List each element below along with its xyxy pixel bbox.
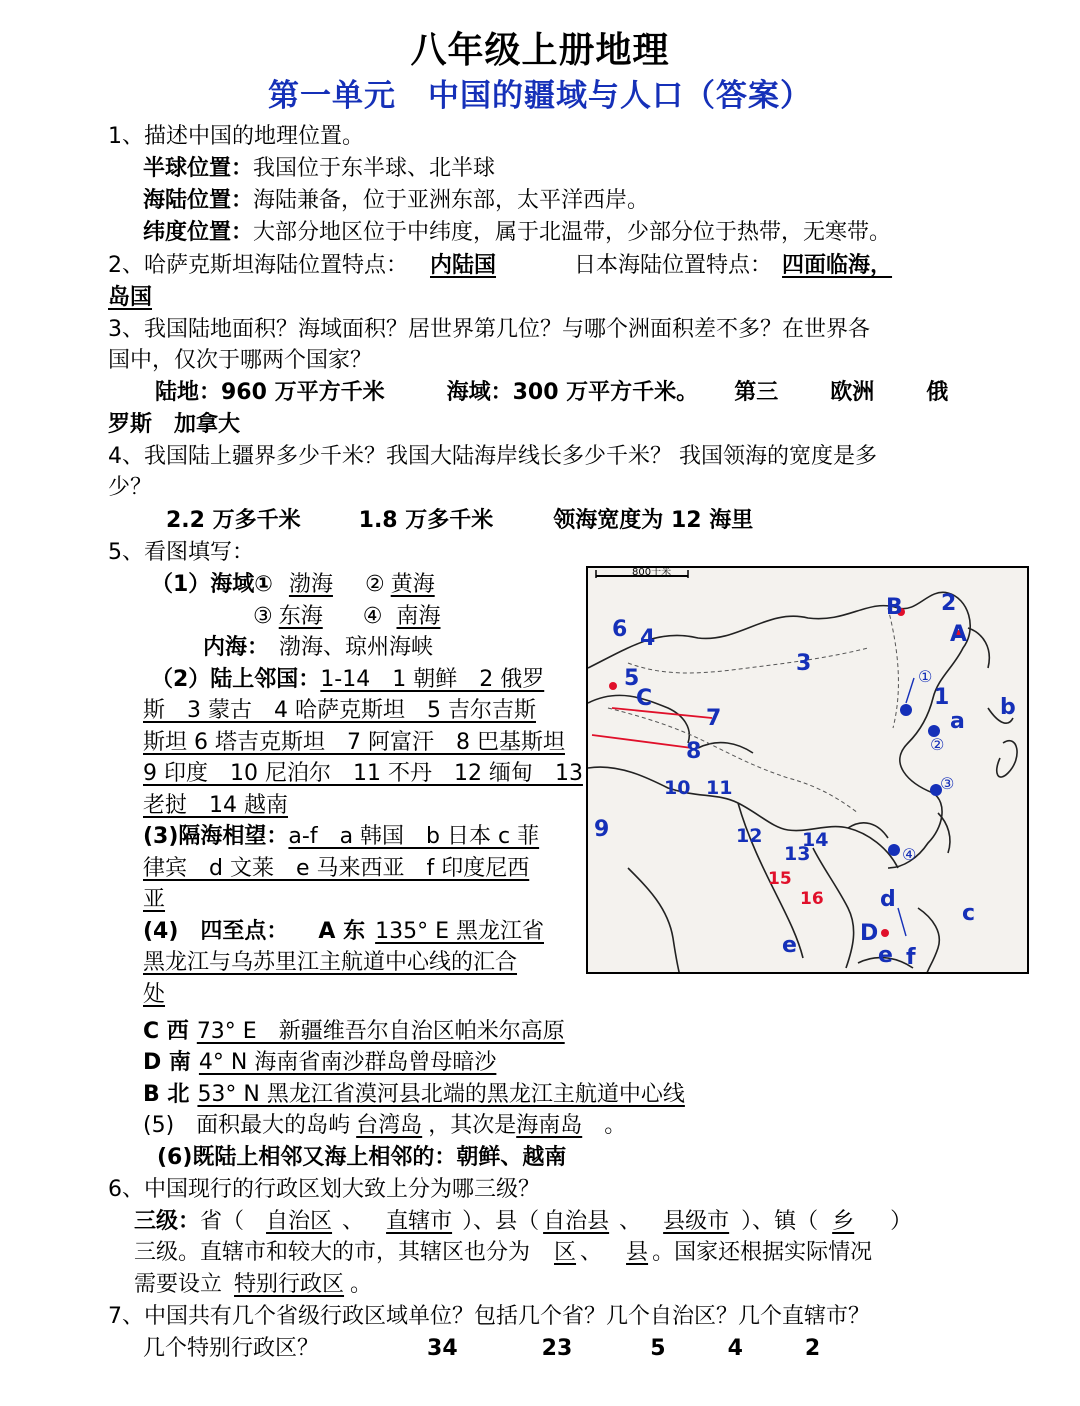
map-label-B: B: [886, 595, 903, 620]
q4-ans3: 领海宽度为 12 海里: [553, 508, 754, 533]
q1-latitude-label: 纬度位置：: [143, 220, 254, 245]
q5-west-row: [143, 1017, 1003, 1047]
q6-part10: ）: [890, 1209, 913, 1234]
q5-p4-label: (4) 四至点：: [143, 918, 289, 944]
q6-ans-municipality: 直辖市: [386, 1209, 453, 1234]
q5-south-row: [143, 1048, 1003, 1078]
q5-sea3: 东海: [278, 603, 323, 629]
q6-question: 6、中国现行的行政区划大致上分为哪三级？: [108, 1177, 540, 1202]
page-subtitle: 第一单元 中国的疆域与人口（答案）: [268, 78, 812, 114]
q5-p5-row: [143, 1111, 1003, 1141]
q5-inland: 渤海、琼州海峡: [279, 635, 434, 660]
q5-inland-label: 内海：: [203, 635, 270, 660]
arrow-1: [906, 678, 914, 703]
china-neighbors-map: [586, 566, 1029, 974]
q5-sea4: 南海: [396, 603, 441, 629]
q5-p5-ans1: 台湾岛: [356, 1113, 423, 1138]
arrow-7: [612, 708, 712, 718]
q6-line3-b: 。: [350, 1272, 373, 1297]
q6-ans-autonomous-region: 自治区: [266, 1209, 333, 1234]
q5-p4-row1: [143, 916, 573, 948]
map-label-14: 14: [802, 829, 829, 851]
q5-west-label: C 西: [143, 1019, 189, 1044]
q5-west: 73° E 新疆维吾尔自治区帕米尔高原: [196, 1019, 565, 1044]
q5-p3-line1: 律宾 d 文莱 e 马来西亚 f 印度尼西: [143, 855, 530, 881]
map-label-15: 15: [768, 869, 792, 889]
q3-question-b: 国中，仅次于哪两个国家？: [108, 348, 373, 373]
q4-question-b: 少？: [108, 475, 153, 500]
q6-part8: ）、镇（: [741, 1209, 819, 1234]
q4-ans2: 1.8 万多千米: [358, 508, 494, 533]
q6-part2: 、: [342, 1209, 365, 1234]
q6-ans-county: 县: [626, 1240, 649, 1265]
map-label-circle2: ②: [930, 735, 945, 754]
q6-line1: [134, 1207, 994, 1237]
q5-sea4-num: ④: [362, 603, 383, 629]
q5-p3-line2: 亚: [143, 887, 166, 912]
q5-north-row: [143, 1080, 1003, 1110]
q5-p2-line3: 9 印度 10 尼泊尔 11 不丹 12 缅甸 13: [143, 761, 583, 786]
q2-answer-japan: 四面临海，: [782, 253, 893, 278]
page-title: 八年级上册地理: [410, 30, 670, 71]
q1-sealand-label: 海陆位置：: [143, 188, 254, 213]
q5-p1-label: （1）海域①: [151, 572, 273, 597]
q1-hemisphere-text: 我国位于东半球、北半球: [253, 156, 496, 181]
dot-bohai: [900, 704, 912, 716]
q5-east-a: 135° E 黑龙江省: [375, 918, 544, 944]
q5-east-c-row: [143, 979, 573, 1011]
map-label-8: 8: [686, 739, 702, 764]
q5-p5-ans2: 海南岛: [516, 1113, 583, 1138]
q6-line3-a: 需要设立: [134, 1272, 223, 1297]
q5-p2-line2: 斯坦 6 塔吉克斯坦 7 阿富汗 8 巴基斯坦: [143, 729, 565, 755]
q5-question: 5、看图填写：: [108, 540, 254, 565]
point-c-west: [609, 682, 617, 690]
q1-hemisphere-label: 半球位置：: [143, 156, 254, 181]
q1-sealand: [143, 186, 1003, 216]
q6-line3: [134, 1270, 994, 1300]
q6-part0: 省（: [200, 1209, 245, 1234]
map-label-f: f: [906, 945, 916, 970]
q5-inland-row: [143, 632, 573, 664]
q5-east-c: 处: [143, 981, 166, 1007]
q6-line2-a: 三级。直辖市和较大的市，其辖区也分为: [134, 1240, 531, 1265]
q5-p3-label: (3)隔海相望：: [143, 824, 289, 849]
q5-p2-line4: 老挝 14 越南: [143, 792, 288, 818]
q7-question-a: 7、中国共有几个省级行政区域单位？包括几个省？几个自治区？几个直辖市？: [108, 1304, 870, 1329]
q1-latitude-text: 大部分地区位于中纬度，属于北温带，少部分位于热带，无寒带。: [253, 220, 892, 245]
q5-p5-c: 。: [582, 1113, 627, 1138]
map-label-e: e: [782, 933, 797, 958]
q6-ans-county-city: 县级市: [663, 1209, 730, 1234]
q6-part6: 、: [619, 1209, 642, 1234]
map-label-c: c: [962, 901, 976, 926]
q3-country-a: 俄: [926, 380, 949, 405]
q6-line2-c: 。国家还根据实际情况: [652, 1240, 873, 1265]
q6-ans-autonomous-county: 自治县: [543, 1209, 610, 1234]
q4-answers: [166, 506, 1026, 536]
q2-line2: [108, 283, 968, 313]
q5-sea2: 黄海: [390, 572, 435, 597]
q2-answer-japan-2: 岛国: [108, 285, 153, 310]
map-label-C: C: [636, 686, 653, 711]
q7-line2: [143, 1334, 1003, 1364]
q5-p2-line1: 斯 3 蒙古 4 哈萨克斯坦 5 吉尔吉斯: [143, 698, 536, 723]
map-label-5: 5: [624, 666, 640, 691]
map-label-e2: e: [878, 943, 893, 968]
point-d-south: [881, 929, 889, 937]
q6-label: 三级：: [134, 1209, 201, 1234]
arrow-8: [592, 735, 692, 748]
q6-line2: [134, 1238, 994, 1268]
map-label-12: 12: [736, 825, 763, 847]
map-label-D: D: [860, 921, 879, 946]
q1-sealand-text: 海陆兼备，位于亚洲东部，太平洋西岸。: [253, 188, 650, 213]
map-label-circle3: ③: [940, 774, 955, 793]
q5-p2-line0: 1-14 1 朝鲜 2 俄罗: [320, 666, 545, 692]
arrow-d: [898, 908, 906, 936]
q3-question-a: 3、我国陆地面积？海域面积？居世界第几位？与哪个洲面积差不多？在世界各: [108, 317, 870, 342]
q3-sea: 海域：300 万平方千米。: [446, 380, 699, 405]
q5-p5-a: (5) 面积最大的岛屿: [143, 1113, 351, 1138]
q5-p6: (6)既陆上相邻又海上相邻的：朝鲜、越南: [157, 1145, 567, 1170]
q3-answer: [155, 378, 1015, 408]
q5-left-column: [143, 569, 583, 1010]
map-label-A: A: [950, 622, 968, 647]
q2-middle: 日本海陆位置特点：: [574, 253, 773, 278]
map-label-11: 11: [706, 777, 733, 799]
q3-continent: 欧洲: [830, 380, 875, 405]
map-label-9: 9: [594, 817, 610, 842]
q5-south: 4° N 海南省南沙群岛曾母暗沙: [198, 1050, 497, 1075]
q7-question-b: 几个特别行政区？: [143, 1336, 320, 1361]
q5-south-label: D 南: [143, 1050, 191, 1075]
q5-sea2-num: ②: [364, 572, 385, 597]
map-label-circle1: ①: [918, 667, 933, 686]
dot-south-sea: [888, 844, 900, 856]
q5-east-label: A 东: [318, 918, 366, 944]
q6-ans-district: 区: [554, 1240, 577, 1265]
map-label-1: 1: [934, 685, 950, 710]
q5-north: 53° N 黑龙江省漠河县北端的黑龙江主航道中心线: [197, 1082, 685, 1107]
map-label-6: 6: [612, 617, 628, 642]
q5-sea3-num: ③: [253, 603, 273, 629]
q2-prefix: 2、哈萨克斯坦海陆位置特点：: [108, 253, 408, 278]
map-scale-text: 800千米: [632, 568, 672, 578]
q5-p2-row1: [143, 664, 573, 696]
map-label-7: 7: [706, 706, 722, 731]
q5-sea1: 渤海: [288, 572, 333, 597]
map-label-16: 16: [800, 889, 824, 909]
q5-p2-label: （2）陆上邻国：: [151, 666, 321, 692]
q2-answer-kazakhstan: 内陆国: [430, 253, 497, 278]
map-label-10: 10: [664, 777, 691, 799]
q7-ans-municipalities: 4: [727, 1336, 743, 1361]
map-scale-bar: [596, 568, 688, 578]
q7-ans-autonomous: 5: [650, 1336, 666, 1361]
map-label-4: 4: [640, 626, 656, 651]
q4-question-a: 4、我国陆上疆界多少千米？我国大陆海岸线长多少千米？ 我国领海的宽度是多: [108, 444, 877, 469]
q5-north-label: B 北: [143, 1082, 190, 1107]
q5-p3-line0: a-f a 韩国 b 日本 c 菲: [288, 824, 540, 849]
map-label-b: b: [1000, 695, 1016, 720]
q6-part4: ）、县（: [462, 1209, 540, 1234]
q7-ans-total: 34: [427, 1336, 458, 1361]
q4-ans1: 2.2 万多千米: [166, 508, 301, 533]
map-label-d: d: [880, 887, 896, 912]
q7-ans-sars: 2: [804, 1336, 821, 1361]
q7-ans-provinces: 23: [541, 1336, 573, 1361]
q5-p5-b: ，其次是: [428, 1113, 517, 1138]
map-label-a: a: [950, 709, 965, 734]
q1-hemisphere: [143, 154, 1003, 184]
q5-p3-row1: [143, 821, 573, 853]
q5-east-b: 黑龙江与乌苏里江主航道中心线的汇合: [143, 950, 518, 975]
map-label-circle4: ④: [902, 845, 917, 864]
q2-line: [108, 251, 968, 281]
map-label-3: 3: [796, 651, 812, 676]
q5-p1-row2: [143, 601, 573, 633]
q1-question: 1、描述中国的地理位置。: [108, 124, 364, 149]
q6-ans-sar: 特别行政区: [234, 1272, 345, 1297]
q3-country-b: 罗斯 加拿大: [108, 412, 241, 437]
map-svg: [588, 568, 1029, 974]
q3-land: 陆地：960 万平方千米: [155, 380, 385, 405]
q3-rank: 第三: [734, 380, 779, 405]
map-label-13: 13: [784, 843, 811, 865]
q6-line2-b: 、: [580, 1240, 603, 1265]
map-label-2: 2: [941, 591, 957, 616]
q6-ans-township: 乡: [832, 1209, 855, 1234]
q5-p1-row1: [143, 569, 573, 601]
q1-latitude: [143, 218, 1003, 248]
